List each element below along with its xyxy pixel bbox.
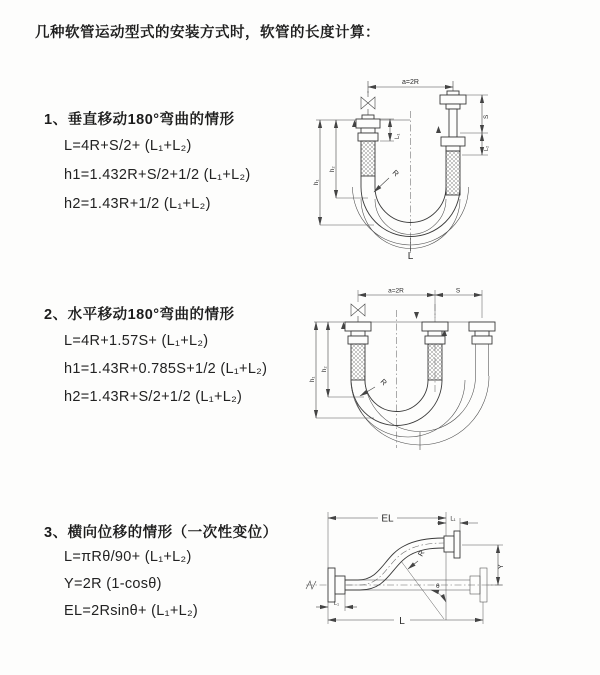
page-title: 几种软管运动型式的安装方式时，软管的长度计算： [35, 25, 380, 41]
section-2-formula-1: L=4R+1.57S+ (L₁+L₂) [64, 333, 209, 349]
diagram-lateral-displacement [298, 498, 600, 653]
dim-label-a2r: a=2R [388, 287, 404, 295]
braided-hose [351, 344, 365, 380]
dim-label-r: R [390, 168, 401, 179]
dim-s [435, 288, 482, 319]
dim-l1-bottom [316, 594, 357, 624]
dim-l2 [462, 133, 490, 155]
valve-icon [351, 304, 365, 322]
section-1-heading: 1、垂直移动180°弯曲的情形 [44, 112, 235, 128]
section-1-formula-2: h1=1.432R+S/2+1/2 (L₁+L₂) [64, 167, 251, 183]
dim-l [328, 602, 483, 627]
section-1-formula-3: h2=1.43R+1/2 (L₁+L₂) [64, 196, 211, 212]
diagram-vertical-180-bend [310, 65, 590, 260]
braided-hose [361, 141, 375, 176]
section-3-heading: 3、横向位移的情形（一次性变位） [44, 525, 278, 541]
middle-hose-fitting [422, 322, 448, 380]
dim-label-h2: h₂ [322, 366, 328, 372]
diagram-horizontal-180-bend [308, 280, 600, 465]
dim-y [462, 545, 505, 585]
dim-label-a2r: a=2R [402, 79, 419, 86]
radius-callout [408, 548, 427, 569]
s-curve-hose [345, 538, 444, 590]
dim-l1-top [437, 517, 478, 533]
dim-label-l: L [407, 251, 414, 262]
radius-callout [374, 168, 401, 192]
section-3-formula-3: EL=2Rsinθ+ (L₁+L₂) [64, 603, 199, 619]
dim-l1 [380, 119, 401, 141]
dim-label-r: R [415, 548, 427, 558]
dim-label-r: R [378, 377, 389, 388]
left-flange [328, 568, 345, 602]
braided-hose [446, 151, 460, 195]
upper-flange [444, 531, 460, 558]
dim-el [328, 512, 446, 620]
right-hose-fitting [440, 91, 466, 195]
valve-icon [361, 91, 375, 115]
section-2-formula-2: h1=1.43R+0.785S+1/2 (L₁+L₂) [64, 361, 268, 377]
dim-label-h1: h₁ [314, 179, 320, 185]
left-hose-fitting [345, 322, 371, 380]
dim-label-l2: L₂ [484, 145, 490, 151]
right-hose-fitting-phantom [469, 322, 495, 376]
dim-label-el: EL [381, 513, 394, 525]
section-3-formula-2: Y=2R (1-cosθ) [64, 576, 162, 592]
dim-label-l1-top: L₁ [450, 516, 456, 523]
section-2-heading: 2、水平移动180°弯曲的情形 [44, 307, 235, 323]
dim-label-h1: h₁ [310, 376, 316, 382]
section-2-formula-3: h2=1.43R+S/2+1/2 (L₁+L₂) [64, 389, 243, 405]
dim-label-y: Y [498, 564, 505, 569]
dim-label-s: S [483, 114, 490, 119]
dim-label-l: L [399, 616, 405, 627]
dim-label-theta: θ [436, 583, 440, 590]
down-arrow [414, 312, 419, 319]
dim-label-h2: h₂ [330, 166, 336, 172]
braided-hose [428, 344, 442, 380]
dim-a2r [368, 79, 453, 93]
dim-label-s: S [455, 287, 461, 295]
dim-label-l1: L₁ [395, 133, 401, 139]
up-arrow [436, 126, 441, 133]
left-hose-fitting [356, 115, 380, 176]
section-1-formula-1: L=4R+S/2+ (L₁+L₂) [64, 138, 192, 154]
dim-label-l1-bottom: L₁ [334, 601, 339, 607]
section-3-formula-1: L=πRθ/90+ (L₁+L₂) [64, 549, 192, 565]
